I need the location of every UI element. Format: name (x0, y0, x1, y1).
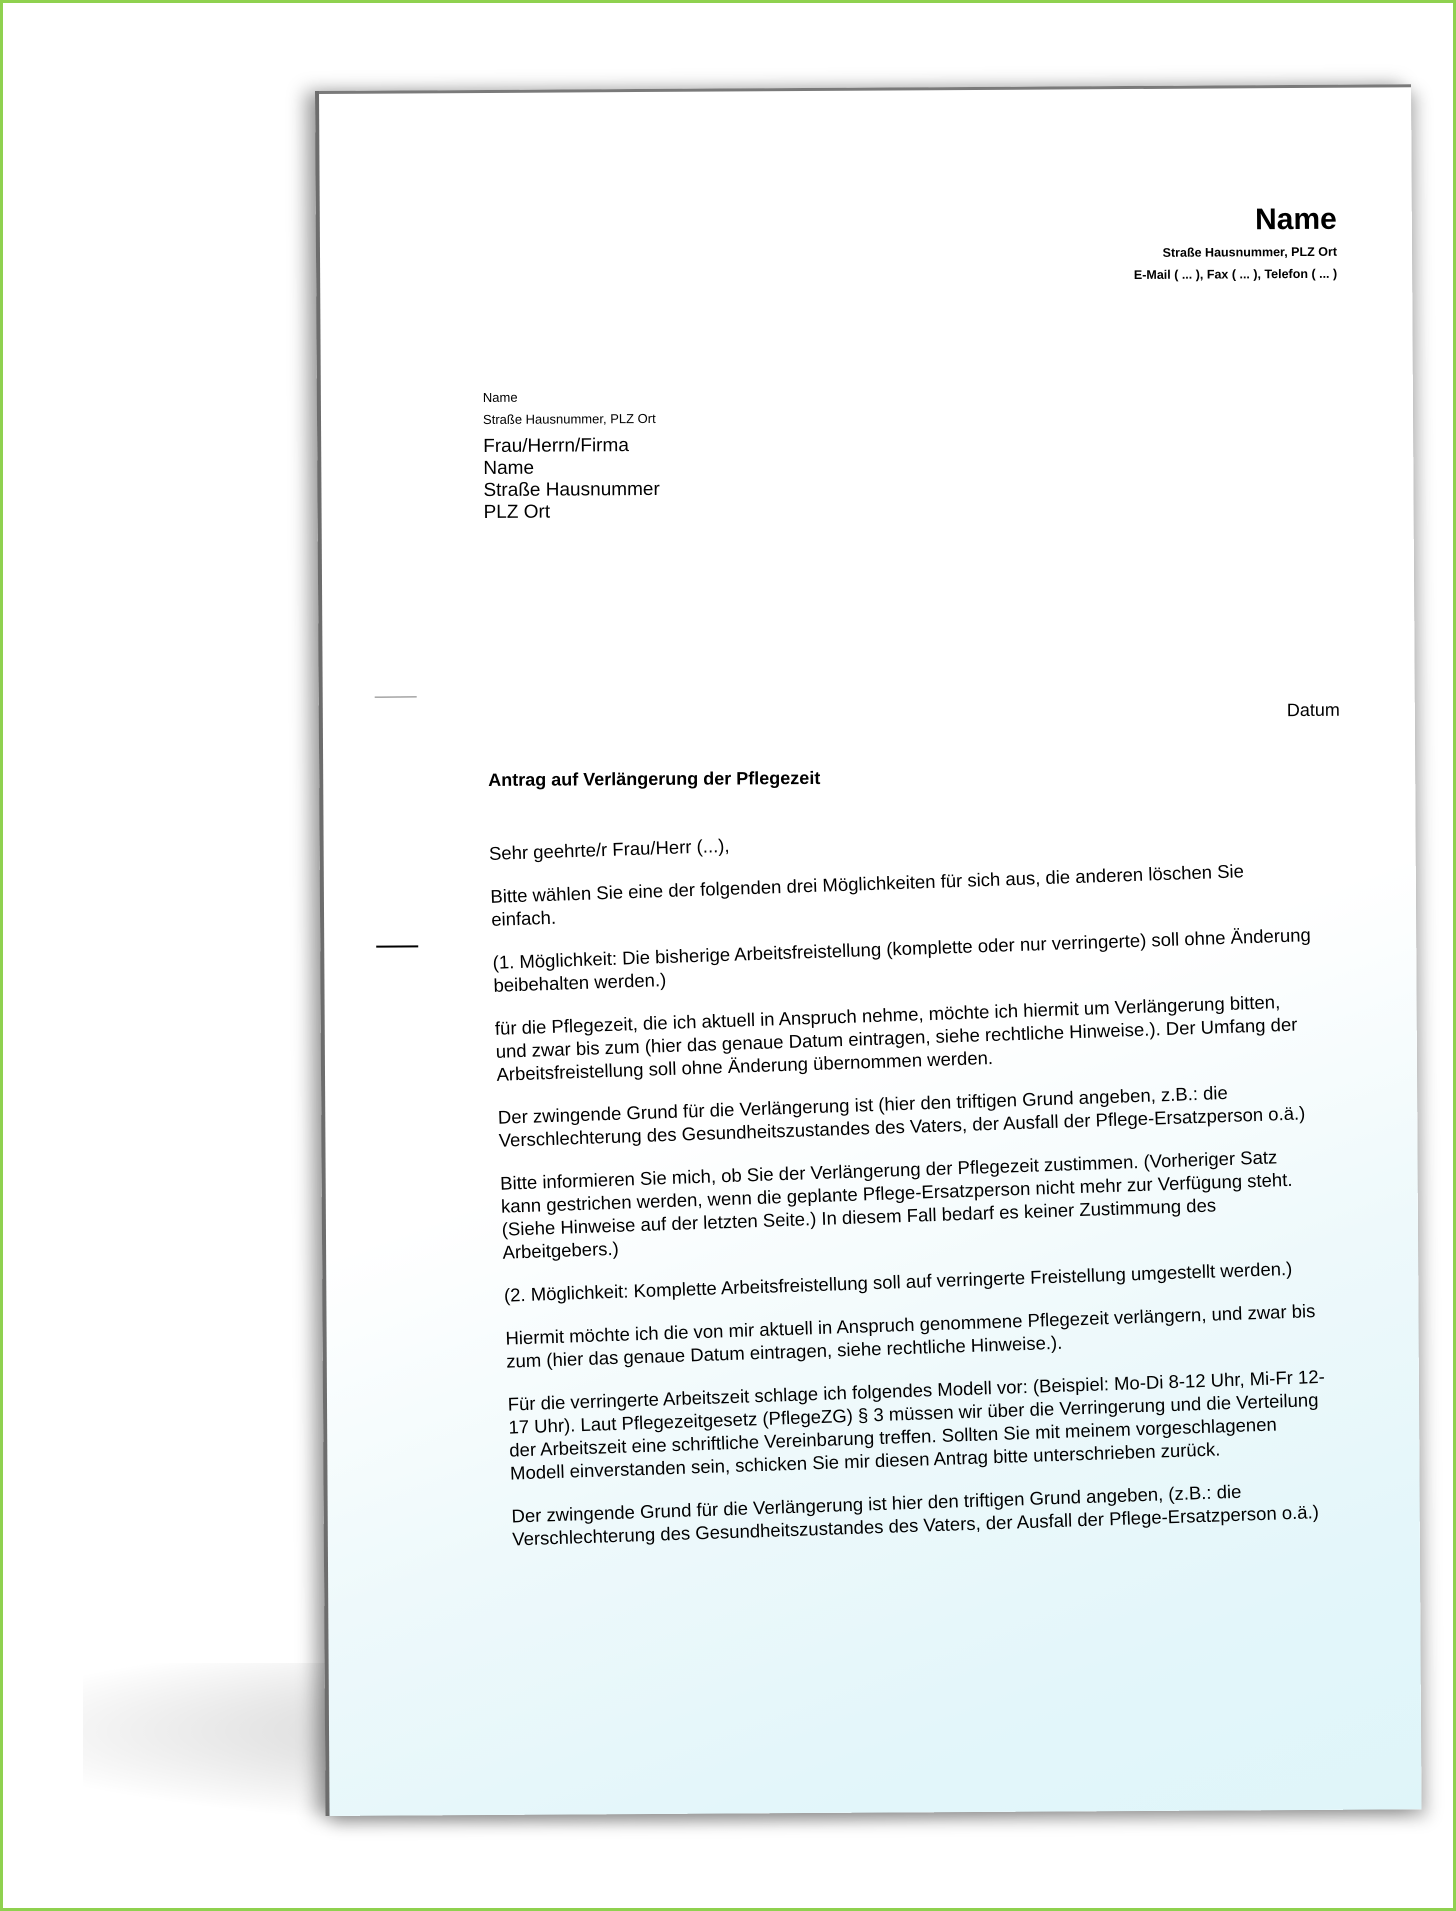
hole-punch-mark (376, 945, 418, 947)
return-address-name: Name (482, 389, 518, 405)
document-page (315, 84, 1422, 1816)
return-address-street: Straße Hausnummer, PLZ Ort (482, 410, 656, 427)
recipient-line-2: Name (483, 457, 535, 479)
letter-subject: Antrag auf Verlängerung der Pflegezeit (488, 767, 821, 790)
sender-address: Straße Hausnummer, PLZ Ort (1162, 244, 1338, 260)
page-top-edge (319, 84, 1411, 94)
recipient-line-1: Frau/Herrn/Firma (483, 435, 629, 457)
letter-body (489, 814, 1333, 1570)
recipient-line-3: Straße Hausnummer (483, 478, 660, 501)
body-paragraph: Bitte wählen Sie eine der folgenden drei Möglichkeiten für sich aus, die anderen löschen Sie einfach. (490, 860, 1245, 930)
salutation: Sehr geehrte/r Frau/Herr (...), (488, 834, 730, 864)
body-paragraph: für die Pflegezeit, die ich aktuell in Anspruch nehme, möchte ich hiermit um Verlängerung bitten, und zwar bis zum (hier das genaue Datum eintragen, siehe rechtliche Hinweise.). Der Umfang der Arbeitsfreistellung soll ohne Änderung übernommen werden. (494, 991, 1298, 1085)
body-paragraph: Der zwingende Grund für die Verlängerung ist (hier den triftigen Grund angeben, z.B.: die Verschlechterung des Gesundheitszustandes des Vaters, der Ausfall der Pflege-Ersatzperson o.ä.) (497, 1081, 1306, 1151)
recipient-line-4: PLZ Ort (483, 501, 551, 523)
body-paragraph: (1. Möglichkeit: Die bisherige Arbeitsfreistellung (komplette oder nur verringerte) soll ohne Änderung beibehalten werden.) (492, 924, 1312, 996)
body-paragraph: Bitte informieren Sie mich, ob Sie der Verlängerung der Pflegezeit zustimmen. (Vorheriger Satz kann gestrichen werden, wenn die geplante Pflege-Ersatzperson nicht mehr zur Verfügung steht. (Siehe Hinweise auf der letzten Seite.) In diesem Fall bedarf es keiner Zustimmung des Arbeitgebers.) (499, 1146, 1293, 1263)
sender-name: Name (1254, 202, 1337, 237)
body-paragraph: Hiermit möchte ich die von mir aktuell in Anspruch genommene Pflegezeit verlängern, und zwar bis zum (hier das genaue Datum eintragen, siehe rechtliche Hinweise.). (505, 1300, 1316, 1372)
body-paragraph: (2. Möglichkeit: Komplette Arbeitsfreistellung soll auf verringerte Freistellung umgestellt werden.) (503, 1257, 1293, 1306)
body-paragraph: Für die verringerte Arbeitszeit schlage ich folgendes Modell vor: (Beispiel: Mo-Di 8-12 Uhr, Mi-Fr 12-17 Uhr). Laut Pflegezeitgesetz (PflegeZG) § 3 müssen wir über die Verringerung und die Verteilung der Arbeitszeit eine schriftliche Vereinbarung treffen. Sollten Sie mit meinem vorgeschlagenen Modell einverstanden sein, schicken Sie mir diesen Antrag bitte unterschrieben zurück. (507, 1365, 1326, 1484)
sender-contact: E-Mail ( ... ), Fax ( ... ), Telefon ( ... ) (1133, 266, 1338, 283)
body-paragraph: Der zwingende Grund für die Verlängerung ist hier den triftigen Grund angeben, (z.B.: die Verschlechterung des Gesundheitszustandes des Vaters, der Ausfall der Pflege-Ersatzperson o.ä.) (511, 1480, 1320, 1550)
fold-mark-top (375, 696, 417, 697)
letter-date: Datum (1286, 699, 1340, 721)
